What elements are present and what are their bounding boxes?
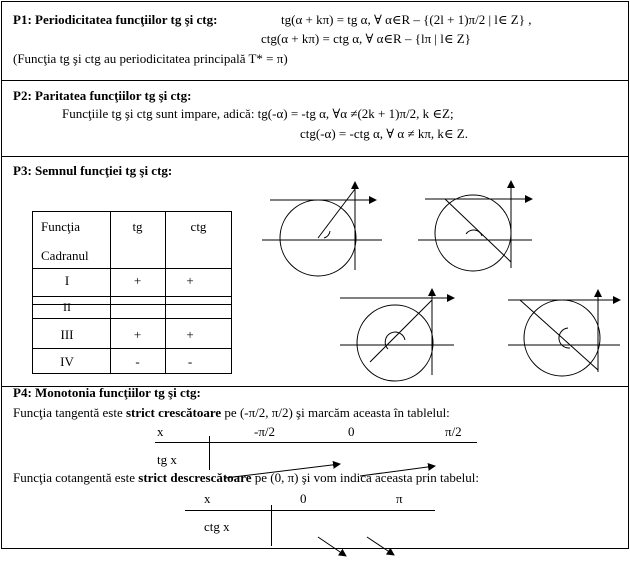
tg-table-val-2: 0 xyxy=(348,424,355,439)
p1-formula-ctg: ctg(α + kπ) = ctg α, ∀ α∈R – {lπ | l∈ Z} xyxy=(261,31,471,46)
header-tg: tg xyxy=(132,219,143,234)
ctg-table-label: ctg x xyxy=(204,519,230,534)
ctg-decreasing-arrow-1 xyxy=(318,537,346,556)
p4-tg-bold: strict crescătoare xyxy=(126,405,222,420)
p4-title: P4: Monotonia funcţiilor tg şi ctg: xyxy=(13,385,201,400)
row-q1-tg: + xyxy=(133,273,142,288)
row-q3-tg: + xyxy=(133,327,142,342)
row-q3-ctg: + xyxy=(186,327,194,342)
header-cadranul: Cadranul xyxy=(41,248,89,263)
row-q4-tg: - xyxy=(135,354,140,369)
p2-title: P2: Paritatea funcţiilor tg şi ctg: xyxy=(13,88,192,103)
p4-tg-post: pe (-π/2, π/2) şi marcăm aceasta în tablelul: xyxy=(221,405,450,420)
tg-table-label: tg x xyxy=(157,452,177,467)
tg-table-x: x xyxy=(157,424,164,439)
p4-ctg-post: pe (0, π) şi vom indica aceasta prin tabelul: xyxy=(251,470,479,485)
p2-formula-ctg: ctg(-α) = -ctg α, ∀ α ≠ kπ, k∈ Z. xyxy=(300,126,468,141)
row-q4-ctg: - xyxy=(187,354,193,369)
tg-increasing-arrow-1 xyxy=(225,464,340,478)
row-q1-label: I xyxy=(64,273,70,288)
p4-ctg-pre: Funcţia cotangentă este xyxy=(13,470,139,485)
p1-note: (Funcţia tg şi ctg au periodicitatea principală T* = π) xyxy=(13,51,288,66)
p1-title: P1: Periodicitatea funcţiilor tg şi ctg: xyxy=(13,12,218,27)
p1-formula-tg: tg(α + kπ) = tg α, ∀ α∈R – {(2l + 1)π/2 | l∈ Z} , xyxy=(281,12,532,27)
ctg-decreasing-arrow-2 xyxy=(367,537,394,555)
header-functia: Funcţia xyxy=(41,219,80,234)
header-ctg: ctg xyxy=(190,219,207,234)
row-q2-label: II xyxy=(63,300,71,314)
p2-formula-tg: Funcţiile tg şi ctg sunt impare, adică: tg(-α) = -tg α, ∀α ≠(2k + 1)π/2, k ∈Z; xyxy=(62,106,454,121)
tg-table-val-3: π/2 xyxy=(445,424,462,439)
tg-increasing-arrow-2 xyxy=(360,466,435,476)
ctg-table-x: x xyxy=(204,491,211,506)
row-q1-ctg: + xyxy=(186,273,194,288)
p3-title: P3: Semnul funcţiei tg şi ctg: xyxy=(13,163,173,178)
ctg-table-val-1: 0 xyxy=(300,491,307,506)
row-q4-label: IV xyxy=(60,354,74,369)
tg-table-val-1: -π/2 xyxy=(254,424,276,439)
ctg-table-val-2: π xyxy=(396,491,403,506)
p4-ctg-bold: strict descrescătoare xyxy=(138,470,252,485)
p4-tg-pre: Funcţia tangentă este xyxy=(13,405,126,420)
row-q3-label: III xyxy=(60,327,74,342)
